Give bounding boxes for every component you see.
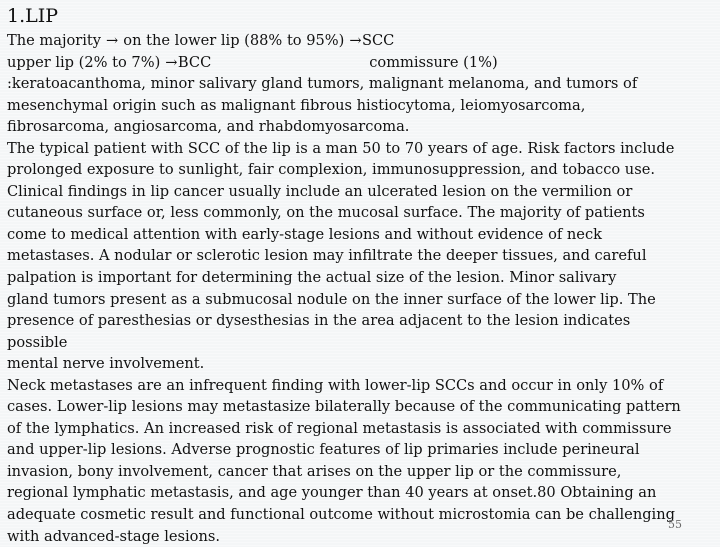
- body-line: come to medical attention with early-stage lesions and without evidence of neck: [7, 225, 602, 243]
- body-line: prolonged exposure to sunlight, fair complexion, immunosuppression, and tobacco use.: [7, 161, 655, 179]
- body-line: Clinical findings in lip cancer usually include an ulcerated lesion on the vermilion or: [7, 182, 633, 200]
- body-line: with advanced-stage lesions.: [7, 527, 220, 545]
- body-line: mesenchymal origin such as malignant fibrous histiocytoma, leiomyosarcoma,: [7, 96, 586, 114]
- upper-lip-type: BCC: [177, 53, 212, 71]
- lower-lip-site: on the lower lip (88% to 95%): [118, 32, 349, 49]
- body-line: cases. Lower-lip lesions may metastasize bilaterally because of the communicating pattern: [7, 398, 681, 416]
- body-line: invasion, bony involvement, cancer that arises on the upper lip or the commissure,: [7, 462, 622, 480]
- arrow-icon: →: [349, 32, 362, 49]
- body-line: mental nerve involvement.: [7, 355, 205, 373]
- lower-lip-label: The majority: [7, 32, 102, 49]
- body-line: possible: [7, 333, 68, 351]
- arrow-icon: →: [106, 32, 119, 49]
- body-line: Neck metastases are an infrequent finding with lower-lip SCCs and occur in only 10% of: [7, 376, 664, 394]
- body-line: fibrosarcoma, angiosarcoma, and rhabdomyosarcoma.: [7, 118, 410, 136]
- arrow-icon: →: [165, 53, 178, 71]
- body-line: of the lymphatics. An increased risk of regional metastasis is associated with commissure: [7, 419, 672, 437]
- page-number: 55: [668, 518, 682, 531]
- body-line: The typical patient with SCC of the lip is a man 50 to 70 years of age. Risk factors include: [7, 139, 675, 157]
- body-line: adequate cosmetic result and functional outcome without microstomia can be challenging: [7, 506, 675, 524]
- body-line: and upper-lip lesions. Adverse prognostic features of lip primaries include perineural: [7, 441, 640, 459]
- body-line: palpation is important for determining the actual size of the lesion. Minor salivary: [7, 269, 617, 287]
- body-line: gland tumors present as a submucosal nodule on the inner surface of the lower lip. The: [7, 290, 656, 308]
- body-line: :keratoacanthoma, minor salivary gland tumors, malignant melanoma, and tumors of: [7, 75, 638, 93]
- body-line: presence of paresthesias or dysesthesias in the area adjacent to the lesion indicates: [7, 312, 631, 330]
- intro-line-lower-lip: [7, 30, 717, 52]
- slide-title: 1.LIP: [7, 5, 59, 27]
- body-line: cutaneous surface or, less commonly, on the mucosal surface. The majority of patients: [7, 204, 645, 222]
- body-line: regional lymphatic metastasis, and age younger than 40 years at onset.80 Obtaining an: [7, 484, 657, 502]
- intro-line-upper-lip: [7, 52, 717, 74]
- body-line: metastases. A nodular or sclerotic lesion may infiltrate the deeper tissues, and careful: [7, 247, 647, 265]
- lower-lip-type: SCC: [362, 32, 395, 49]
- commissure-label: commissure (1%): [369, 53, 498, 71]
- upper-lip-label: upper lip (2% to 7%): [7, 53, 165, 71]
- slide-body: [7, 30, 717, 547]
